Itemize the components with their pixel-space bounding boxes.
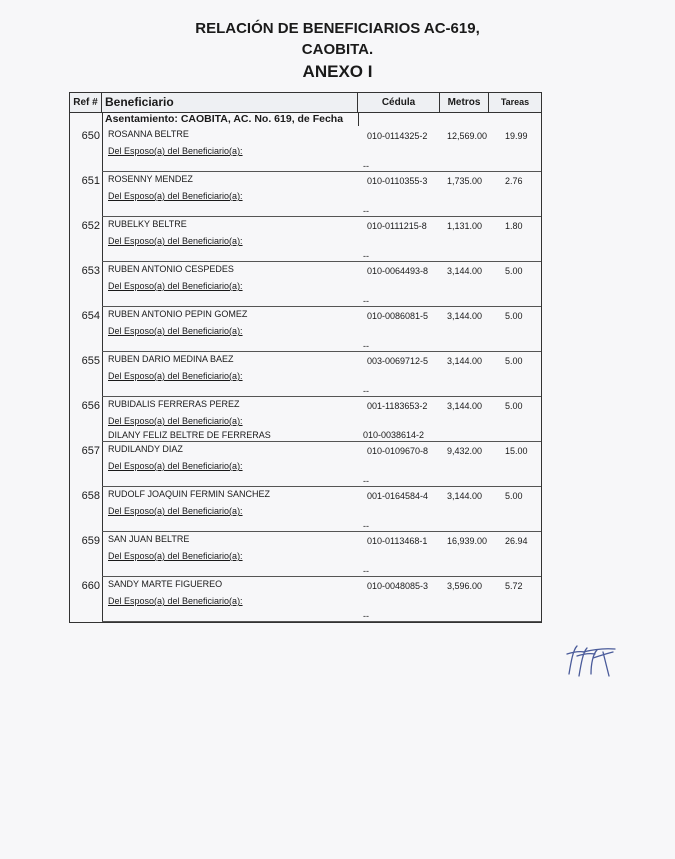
spouse-empty-marker: -- <box>363 206 369 216</box>
beneficiary-cedula: 010-0048085-3 <box>367 581 429 591</box>
beneficiary-metros: 3,144.00 <box>447 356 483 366</box>
beneficiary-tareas: 5.00 <box>505 311 523 321</box>
ref-number: 660 <box>81 580 100 592</box>
beneficiary-cedula: 001-0164584-4 <box>367 491 429 501</box>
beneficiary-name: RUDOLF JOAQUIN FERMIN SANCHEZ <box>108 489 271 499</box>
spouse-empty-marker: -- <box>363 251 369 261</box>
beneficiary-cedula: 010-0111215-8 <box>367 221 427 231</box>
document-title: RELACIÓN DE BENEFICIARIOS AC-619, <box>195 20 480 37</box>
ref-number: 651 <box>81 175 100 187</box>
beneficiary-tareas: 5.00 <box>505 266 523 276</box>
spouse-empty-marker: -- <box>363 476 369 486</box>
column-header-tareas: Tareas <box>500 97 530 107</box>
beneficiary-name: SAN JUAN BELTRE <box>108 534 190 544</box>
beneficiary-metros: 16,939.00 <box>447 536 488 546</box>
spouse-empty-marker: -- <box>363 161 369 171</box>
spouse-label: Del Esposo(a) del Beneficiario(a): <box>108 461 243 471</box>
beneficiary-metros: 12,569.00 <box>447 131 488 141</box>
spouse-label: Del Esposo(a) del Beneficiario(a): <box>108 371 243 381</box>
beneficiary-name: ROSANNA BELTRE <box>108 129 189 139</box>
ref-number: 650 <box>81 130 100 142</box>
beneficiary-cedula: 010-0114325-2 <box>367 131 428 141</box>
table-row <box>70 442 541 487</box>
table-row <box>70 487 541 532</box>
spouse-name: DILANY FELIZ BELTRE DE FERRERAS <box>108 430 271 440</box>
spouse-label: Del Esposo(a) del Beneficiario(a): <box>108 191 243 201</box>
spouse-empty-marker: -- <box>363 566 369 576</box>
beneficiary-metros: 3,144.00 <box>447 311 483 321</box>
column-header-metros: Metros <box>440 93 489 112</box>
column-header-cedula: Cédula <box>358 93 440 112</box>
beneficiary-name: RUBIDALIS FERRERAS PEREZ <box>108 399 240 409</box>
beneficiary-cedula: 010-0109670-8 <box>367 446 429 456</box>
column-header-beneficiario: Beneficiario <box>102 93 358 112</box>
table-row <box>70 262 541 307</box>
ref-number: 659 <box>81 535 100 547</box>
spouse-empty-marker: -- <box>363 611 369 621</box>
beneficiary-tareas: 1.80 <box>505 221 523 231</box>
beneficiary-metros: 3,144.00 <box>447 401 483 411</box>
row-divider <box>102 621 541 622</box>
table-row <box>70 172 541 217</box>
beneficiary-metros: 1,131.00 <box>447 221 483 231</box>
beneficiary-tareas: 19.99 <box>505 131 528 141</box>
beneficiary-cedula: 010-0113468-1 <box>367 536 428 546</box>
spouse-cedula: 010-0038614-2 <box>363 430 425 440</box>
table-row <box>70 307 541 352</box>
beneficiary-metros: 3,144.00 <box>447 266 483 276</box>
beneficiary-name: RUBELKY BELTRE <box>108 219 187 229</box>
beneficiary-name: RUBEN ANTONIO CESPEDES <box>108 264 234 274</box>
table-row <box>70 397 541 442</box>
beneficiary-metros: 3,596.00 <box>447 581 483 591</box>
beneficiary-metros: 9,432.00 <box>447 446 483 456</box>
ref-number: 654 <box>81 310 100 322</box>
beneficiary-metros: 3,144.00 <box>447 491 483 501</box>
annex-title: ANEXO I <box>302 62 373 81</box>
beneficiary-metros: 1,735.00 <box>447 176 483 186</box>
ref-number: 653 <box>81 265 100 277</box>
beneficiary-tareas: 26.94 <box>505 536 528 546</box>
beneficiary-name: RUDILANDY DIAZ <box>108 444 183 454</box>
beneficiary-tareas: 5.00 <box>505 491 523 501</box>
table-row <box>70 577 541 622</box>
column-divider <box>358 112 359 126</box>
beneficiaries-table <box>69 92 542 623</box>
spouse-label: Del Esposo(a) del Beneficiario(a): <box>108 326 243 336</box>
spouse-empty-marker: -- <box>363 386 369 396</box>
beneficiary-name: RUBEN ANTONIO PEPIN GOMEZ <box>108 309 248 319</box>
spouse-label: Del Esposo(a) del Beneficiario(a): <box>108 506 243 516</box>
beneficiary-tareas: 15.00 <box>505 446 528 456</box>
ref-number: 652 <box>81 220 100 232</box>
beneficiary-name: RUBEN DARIO MEDINA BAEZ <box>108 354 234 364</box>
beneficiary-cedula: 001-1183653-2 <box>367 401 428 411</box>
beneficiary-tareas: 5.00 <box>505 356 523 366</box>
beneficiary-name: ROSENNY MENDEZ <box>108 174 193 184</box>
spouse-empty-marker: -- <box>363 341 369 351</box>
table-row <box>70 127 541 172</box>
ref-number: 656 <box>81 400 100 412</box>
column-header-ref: Ref # <box>70 93 102 112</box>
settlement-info: Asentamiento: CAOBITA, AC. No. 619, de Fecha <box>105 113 344 125</box>
beneficiary-cedula: 010-0064493-8 <box>367 266 429 276</box>
spouse-empty-marker: -- <box>363 296 369 306</box>
beneficiary-name: SANDY MARTE FIGUEREO <box>108 579 223 589</box>
beneficiary-tareas: 5.72 <box>505 581 523 591</box>
spouse-label: Del Esposo(a) del Beneficiario(a): <box>108 551 243 561</box>
document-subtitle: CAOBITA. <box>301 41 374 58</box>
spouse-label: Del Esposo(a) del Beneficiario(a): <box>108 281 243 291</box>
beneficiary-tareas: 5.00 <box>505 401 523 411</box>
spouse-label: Del Esposo(a) del Beneficiario(a): <box>108 416 243 426</box>
spouse-empty-marker: -- <box>363 521 369 531</box>
spouse-label: Del Esposo(a) del Beneficiario(a): <box>108 146 243 156</box>
table-row <box>70 532 541 577</box>
table-header <box>70 92 541 113</box>
beneficiary-cedula: 010-0086081-5 <box>367 311 429 321</box>
ref-number: 658 <box>81 490 100 502</box>
beneficiary-cedula: 003-0069712-5 <box>367 356 429 366</box>
table-row <box>70 217 541 262</box>
beneficiary-tareas: 2.76 <box>505 176 523 186</box>
spouse-label: Del Esposo(a) del Beneficiario(a): <box>108 236 243 246</box>
table-row <box>70 352 541 397</box>
spouse-label: Del Esposo(a) del Beneficiario(a): <box>108 596 243 606</box>
ref-number: 657 <box>81 445 100 457</box>
signature-mark <box>563 640 623 685</box>
beneficiary-cedula: 010-0110355-3 <box>367 176 428 186</box>
ref-number: 655 <box>81 355 100 367</box>
